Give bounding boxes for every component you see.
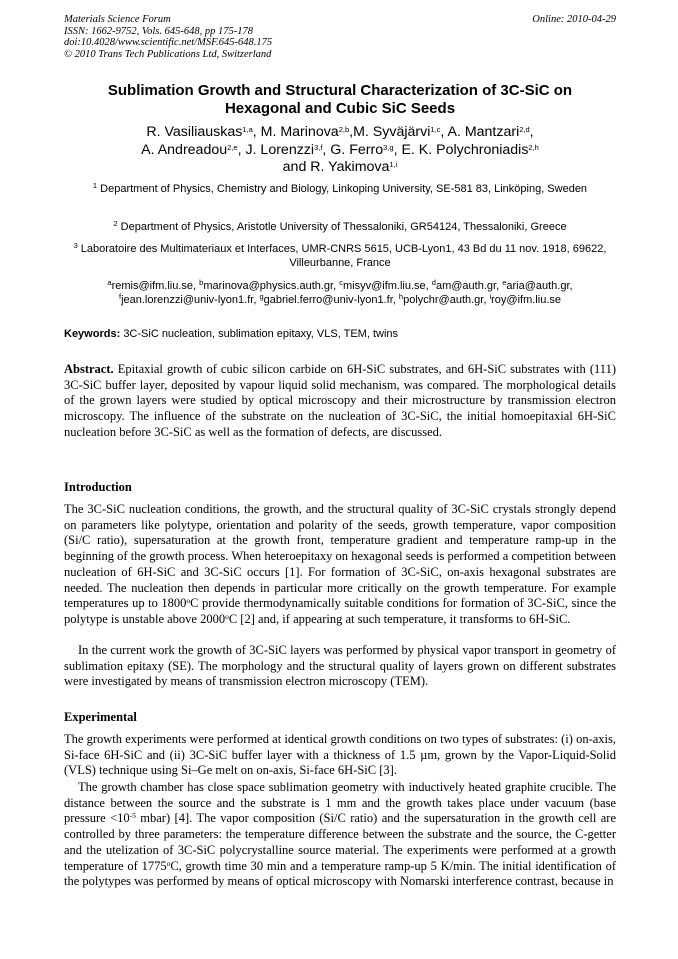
author: A. Andreadou	[141, 141, 228, 158]
paper-title	[64, 82, 616, 117]
affiliation-text: Department of Physics, Chemistry and Biology, Linkoping University, SE-581 83, Linköping, Sweden	[100, 183, 588, 195]
author: and R. Yakimova	[282, 159, 390, 175]
keywords-text: 3C-SiC nucleation, sublimation epitaxy, VLS, TEM, twins	[123, 328, 399, 340]
author: M. Syväjärvi	[353, 124, 431, 140]
affiliation-2	[64, 220, 616, 234]
email-link[interactable]: aria@auth.gr	[506, 280, 570, 292]
author-affiliation-mark: 3,g	[383, 142, 394, 152]
author: G. Ferro	[330, 141, 384, 158]
email-link[interactable]: jean.lorenzzi@univ-lyon1.fr	[121, 294, 254, 307]
journal-copyright: © 2010 Trans Tech Publications Ltd, Switzerland	[64, 48, 272, 60]
author-affiliation-mark: 1,i	[389, 160, 398, 169]
affiliation-number: 1	[92, 181, 98, 190]
title-line-2: Hexagonal and Cubic SiC Seeds	[224, 99, 456, 117]
affiliation-number: 3	[73, 241, 78, 250]
author: R. Vasiliauskas	[146, 124, 243, 140]
journal-doi: doi:10.4028/www.scientific.net/MSF.645-648.175	[64, 37, 273, 48]
author-affiliation-mark: 2,b	[338, 125, 350, 134]
journal-header	[64, 14, 616, 60]
author: E. K. Polychroniadis	[401, 141, 529, 158]
author: M. Marinova	[260, 124, 339, 140]
keywords	[64, 327, 616, 341]
author-emails: $^a$remis@ifm.liu.se, $^b$marinova@physics.auth.gr, $^c$misyv@ifm.liu.se, $^d$am@auth.gr, $^e$aria@auth.gr, $^f$jean.lorenzzi@univ-lyon1.fr, $^g$gabriel.ferro@univ-lyon1.fr, $^h$polychr@auth.gr, $^i$roy@ifm.liu.se	[107, 278, 573, 307]
introduction-heading: Introduction	[64, 480, 132, 494]
author-affiliation-mark: 3,f	[314, 142, 323, 152]
affiliation-text: Department of Physics, Aristotle University of Thessaloniki, GR54124, Thessaloniki, Greece	[120, 221, 567, 233]
online-date: Online: 2010-04-29	[532, 14, 616, 25]
abstract-text: Epitaxial growth of cubic silicon carbide on 6H-SiC substrates, and 6H-SiC substrates with (111) 3C-SiC buffer layer, deposited by vapour liquid solid mechanism, was compared. The morphological details of the grown layers were studied by optical microscopy and their microstructure by transmission electron microscopy. The influence of the substrate on the nucleation of 3C-SiC, the initial homoepitaxial 6H-SiC nucleation before 3C-SiC as well as the formation of defects, are discussed.	[64, 362, 616, 439]
author-affiliation-mark: 2,d	[519, 125, 530, 134]
email-link[interactable]: marinova@physics.auth.gr	[203, 280, 334, 292]
email-link[interactable]: polychr@auth.gr	[403, 294, 484, 307]
experimental-heading: Experimental	[64, 710, 137, 724]
abstract	[64, 362, 616, 441]
email-link[interactable]: gabriel.ferro@univ-lyon1.fr	[263, 294, 393, 307]
author-affiliation-mark: 1,c	[430, 125, 441, 134]
author-affiliation-mark: 2,e	[227, 142, 238, 152]
affiliation-1	[64, 182, 616, 196]
email-link[interactable]: am@auth.gr	[435, 280, 497, 292]
author-list: R. Vasiliauskas$^{1,a}$, M. Marinova$^{2,b}$,M. Syväjärvi$^{1,c}$, A. Mantzari$^{2,d}$, A. Andreadou$^{2,e}$, J. Lorenzzi$^{3,f}$, G. Ferro$^{3,g}$, E. K. Polychroniadis$^{2,h}$ and R. Yakimova$^{1,i}$	[141, 124, 539, 175]
title-line-1: Sublimation Growth and Structural Characterization of 3C-SiC on	[107, 82, 573, 99]
abstract-label: Abstract.	[64, 362, 114, 376]
keywords-label: Keywords:	[64, 328, 121, 340]
email-link[interactable]: roy@ifm.liu.se	[491, 294, 561, 307]
affiliation-number: 2	[113, 219, 118, 228]
email-link[interactable]: remis@ifm.liu.se	[111, 280, 194, 292]
introduction-paragraph-2: In the current work the growth of 3C-SiC layers was performed by physical vapor transport in geometry of sublimation epitaxy (SE). The morphology and the structural quality of layers grown on different substrates were investigated by means of transmission electron microscopy (TEM).	[64, 643, 616, 689]
journal-name: Materials Science Forum	[64, 14, 171, 25]
email-link[interactable]: misyv@ifm.liu.se	[343, 280, 426, 292]
author: J. Lorenzzi	[245, 141, 315, 158]
author-affiliation-mark: 1,a	[242, 125, 253, 134]
affiliation-text: Laboratoire des Multimateriaux et Interfaces, UMR-CNRS 5615, UCB-Lyon1, 43 Bd du 11 nov. 1918, 69622, Villeurbanne, France	[80, 243, 607, 270]
author: A. Mantzari	[447, 124, 520, 140]
experimental-paragraph-2: The growth chamber has close space sublimation geometry with inductively heated graphite crucible. The distance between the source and the substrate is 1 mm and the growth takes place under vacuum (base pressure $<10^{-5}$ mbar) [4]. The vapor composition (Si/C ratio) and the supersaturation in the growth cell are controlled by three parameters: the temperature difference between the substrate and the source, the C-getter and the utelization of 3C-SiC polycrystalline source material. The experiments were performed at a growth temperature of 1775$^o$C, growth time 30 min and a temperature ramp-up 5 K/min. The initial identification of the polytypes was performed by means of optical microscopy with Nomarski interference contrast, because in	[64, 780, 616, 889]
affiliation-3	[64, 242, 616, 270]
experimental-paragraph-1: The growth experiments were performed at identical growth conditions on two types of substrates: (i) on-axis, Si-face 6H-SiC and (ii) 3C-SiC buffer layer with a thickness of 1.5 µm, grown by the Vapor-Liquid-Solid (VLS) technique using Si–Ge melt on on-axis, Si-face 6H-SiC [3].	[64, 732, 616, 778]
introduction-paragraph-1: The 3C-SiC nucleation conditions, the growth, and the structural quality of 3C-SiC crystals strongly depend on parameters like polytype, orientation and polarity of the seeds, growth temperature, vapor composition (Si/C ratio), supersaturation at the growth front, temperature gradient and temperature ramp-up in the beginning of the growth process. When heteroepitaxy on hexagonal seeds is performed a competition between nucleation of 6H-SiC and 3C-SiC occurs [1]. For formation of 3C-SiC, on-axis hexagonal substrates are needed. The nucleation then depends in particular more critically on the growth temperature. For example temperatures up to 1800$^o$C provide thermodynamically suitable conditions for formation of 3C-SiC, since the polytype is unstable above 2000$^o$C [2] and, if appearing at such temperature, it transforms to 6H-SiC.	[64, 502, 616, 626]
author-affiliation-mark: 2,h	[528, 142, 539, 152]
journal-issn: ISSN: 1662-9752, Vols. 645-648, pp 175-178	[64, 25, 253, 37]
